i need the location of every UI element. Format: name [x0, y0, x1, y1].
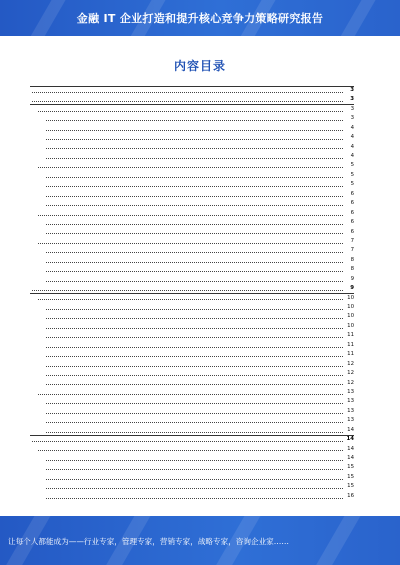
toc-leader-dots: [46, 384, 343, 385]
toc-page-number: 4: [350, 143, 354, 150]
toc-page-number: 12: [347, 379, 354, 386]
toc-page-number: 5: [350, 162, 354, 169]
toc-entry-section[interactable]: [30, 209, 354, 218]
toc-page-number: 4: [350, 134, 354, 141]
toc-page-number: 9: [350, 285, 354, 292]
toc-leader-dots: [38, 394, 343, 395]
toc-page-number: 7: [350, 247, 354, 254]
toc-leader-dots: [46, 403, 343, 404]
toc-leader-dots: [46, 271, 343, 272]
toc-entry-sub[interactable]: [30, 407, 354, 416]
toc-page-number: 3: [350, 105, 354, 112]
toc-leader-dots: [46, 347, 343, 348]
toc-leader-dots: [46, 318, 343, 319]
toc-page-number: 8: [350, 266, 354, 273]
toc-page-number: 11: [347, 341, 354, 348]
toc-page-number: 10: [347, 322, 354, 329]
toc-entry-sub[interactable]: [30, 228, 354, 237]
report-title: 金融 IT 企业打造和提升核心竞争力策略研究报告: [76, 12, 324, 25]
toc-page-number: 9: [350, 275, 354, 282]
toc-page-number: 5: [350, 171, 354, 178]
toc-leader-dots: [46, 460, 343, 461]
toc-entry-sub[interactable]: [30, 426, 354, 435]
page-header-banner: [0, 0, 400, 36]
toc-leader-dots: [46, 337, 343, 338]
toc-leader-dots: [32, 441, 343, 442]
toc-leader-dots: [46, 158, 343, 159]
toc-page-number: 6: [350, 209, 354, 216]
toc-entry-chapter[interactable]: [30, 435, 354, 444]
toc-leader-dots: [46, 252, 343, 253]
toc-page-number: 15: [347, 473, 354, 480]
toc-entry-sub[interactable]: [30, 171, 354, 180]
toc-page-number: 6: [350, 190, 354, 197]
toc-leader-dots: [46, 196, 343, 197]
toc-leader-dots: [38, 299, 343, 300]
toc-leader-dots: [32, 101, 343, 102]
toc-entry-sub[interactable]: [30, 464, 354, 473]
toc-page-number: 12: [347, 370, 354, 377]
toc-page-number: 3: [350, 86, 354, 93]
toc-heading: 内容目录: [173, 59, 226, 73]
toc-entry-section[interactable]: [30, 388, 354, 397]
toc-entry-chapter[interactable]: [30, 95, 354, 104]
toc-leader-dots: [32, 290, 343, 291]
toc-page-number: 3: [350, 96, 354, 103]
toc-leader-dots: [46, 375, 343, 376]
toc-leader-dots: [38, 167, 343, 168]
toc-entry-chapter[interactable]: [30, 284, 354, 293]
toc-page-number: 14: [347, 426, 354, 433]
toc-page-number: 12: [347, 360, 354, 367]
toc-leader-dots: [46, 309, 343, 310]
toc-page-number: 3: [350, 115, 354, 122]
toc-entry-sub[interactable]: [30, 492, 354, 501]
toc-entry-sub[interactable]: [30, 379, 354, 388]
toc-page-number: 10: [347, 294, 354, 301]
toc-leader-dots: [46, 488, 343, 489]
toc-leader-dots: [46, 422, 343, 423]
toc-entry-sub[interactable]: [30, 303, 354, 312]
toc-leader-dots: [46, 469, 343, 470]
toc-entry-sub[interactable]: [30, 341, 354, 350]
toc-leader-dots: [46, 479, 343, 480]
toc-leader-dots: [46, 413, 343, 414]
toc-page-number: 7: [350, 237, 354, 244]
toc-entry-sub[interactable]: [30, 114, 354, 123]
toc-leader-dots: [46, 262, 343, 263]
toc-entry-sub[interactable]: [30, 482, 354, 491]
toc-page-number: 5: [350, 181, 354, 188]
toc-leader-dots: [46, 328, 343, 329]
toc-leader-dots: [38, 111, 343, 112]
toc-leader-dots: [38, 215, 343, 216]
toc-page-number: 13: [347, 388, 354, 395]
toc-entry-sub[interactable]: [30, 152, 354, 161]
toc-entry-sub[interactable]: [30, 331, 354, 340]
toc-entry-sub[interactable]: [30, 322, 354, 331]
toc-leader-dots: [46, 224, 343, 225]
toc-entry-sub[interactable]: [30, 199, 354, 208]
toc-leader-dots: [38, 243, 343, 244]
toc-page-number: 14: [347, 455, 354, 462]
toc-leader-dots: [46, 356, 343, 357]
toc-leader-dots: [46, 120, 343, 121]
toc-entry-sub[interactable]: [30, 275, 354, 284]
toc-page-number: 11: [347, 351, 354, 358]
toc-leader-dots: [46, 432, 343, 433]
toc-leader-dots: [38, 450, 343, 451]
toc-entry-sub[interactable]: [30, 256, 354, 265]
toc-entry-sub[interactable]: [30, 143, 354, 152]
toc-leader-dots: [46, 177, 343, 178]
footer-slogan: 让每个人都能成为——行业专家，管理专家，营销专家，战略专家，咨询企业家……: [8, 537, 289, 546]
toc-entry-sub[interactable]: [30, 180, 354, 189]
toc-leader-dots: [46, 281, 343, 282]
toc-entry-sub[interactable]: [30, 473, 354, 482]
toc-leader-dots: [46, 139, 343, 140]
toc-entry-sub[interactable]: [30, 190, 354, 199]
toc-entry-sub[interactable]: [30, 313, 354, 322]
toc-leader-dots: [46, 498, 343, 499]
toc-entry-chapter[interactable]: [30, 86, 354, 95]
toc-leader-dots: [46, 205, 343, 206]
toc-entry-sub[interactable]: [30, 397, 354, 406]
toc-page-number: 13: [347, 407, 354, 414]
toc-entry-section[interactable]: [30, 294, 354, 303]
toc-page-number: 15: [347, 464, 354, 471]
toc-page-number: 6: [350, 228, 354, 235]
page-footer-banner: [0, 516, 400, 565]
toc-page-number: 13: [347, 417, 354, 424]
toc-leader-dots: [32, 92, 343, 93]
toc-page-number: 10: [347, 313, 354, 320]
toc-entry-sub[interactable]: [30, 369, 354, 378]
toc-page-number: 4: [350, 124, 354, 131]
toc-entry-sub[interactable]: [30, 265, 354, 274]
toc-page-number: 11: [347, 332, 354, 339]
toc-entry-section[interactable]: [30, 105, 354, 114]
toc-page-number: 8: [350, 256, 354, 263]
toc-leader-dots: [46, 233, 343, 234]
toc-leader-dots: [46, 186, 343, 187]
table-of-contents: [30, 86, 354, 501]
toc-entry-sub[interactable]: [30, 416, 354, 425]
toc-entry-sub[interactable]: [30, 350, 354, 359]
toc-entry-section[interactable]: [30, 162, 354, 171]
toc-page-number: 15: [347, 483, 354, 490]
toc-entry-sub[interactable]: [30, 218, 354, 227]
toc-entry-sub[interactable]: [30, 360, 354, 369]
toc-page-number: 16: [347, 492, 354, 499]
toc-leader-dots: [46, 148, 343, 149]
toc-entry-sub[interactable]: [30, 454, 354, 463]
toc-page-number: 6: [350, 200, 354, 207]
toc-page-number: 4: [350, 153, 354, 160]
toc-page-number: 14: [347, 445, 354, 452]
toc-entry-sub[interactable]: [30, 133, 354, 142]
toc-entry-section[interactable]: [30, 237, 354, 246]
toc-leader-dots: [46, 366, 343, 367]
toc-leader-dots: [46, 130, 343, 131]
toc-page-number: 6: [350, 219, 354, 226]
toc-page-number: 10: [347, 304, 354, 311]
toc-page-number: 14: [346, 436, 354, 443]
toc-page-number: 13: [347, 398, 354, 405]
toc-entry-sub[interactable]: [30, 124, 354, 133]
toc-entry-sub[interactable]: [30, 246, 354, 255]
toc-entry-section[interactable]: [30, 445, 354, 454]
